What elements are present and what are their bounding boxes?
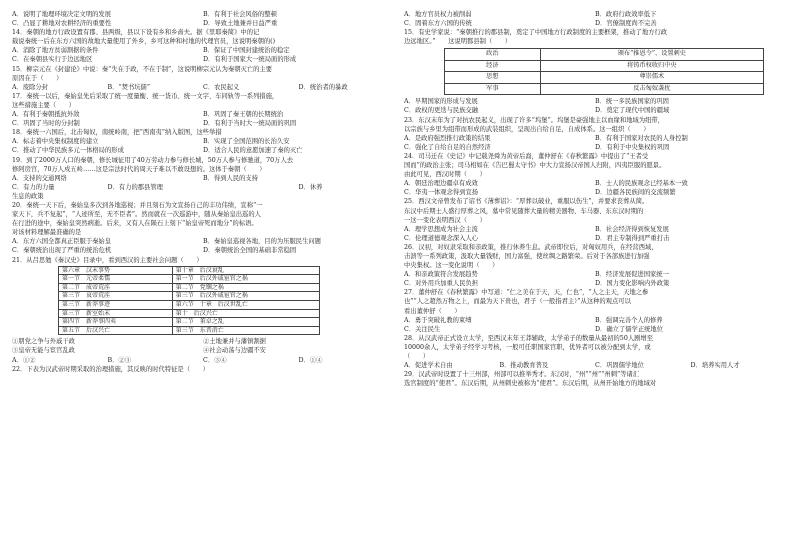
answer-option: A．和亲政策符合发展趋势 (404, 271, 478, 279)
answer-option: D．有利于当时大一统局面的巩固 (203, 120, 297, 128)
table-cell: 第三节 新室始末 (59, 309, 173, 318)
text-line: 这些措施主要（ ） (12, 101, 75, 109)
answer-options (12, 46, 394, 55)
table-row (59, 275, 320, 284)
answer-option: B．巩固了秦王朝的长期统治 (203, 111, 284, 119)
table-row (59, 318, 320, 327)
answer-options (404, 234, 786, 243)
answer-options (404, 134, 786, 143)
text-line: 27．董仲舒在《春秋繁露》中写道：“仁之美在于天，天，仁也”，“人之主天，天地之参 (404, 289, 649, 297)
text-line: 看出董仲舒（ ） (404, 307, 461, 315)
table-cell: 第三节 哀帝荒淫 (59, 292, 173, 301)
answer-options (12, 110, 394, 119)
answer-option: A．标志着中央集权制度的建立 (12, 138, 99, 146)
text-line: 22．下表为汉武帝时期采取的治理措施，其反映的时代特征是（ ） (12, 365, 209, 373)
table-cell: 第一节 后汉外戚宦官之祸 (172, 275, 319, 284)
table-header-cell: 军事 (445, 83, 541, 95)
answer-option: A．是政府强烈推行政策的结果 (404, 134, 491, 142)
table-cell: 第一节 元帝柔懦 (59, 275, 173, 284)
answer-option: C．巩固儒学地位 (595, 362, 644, 370)
table-cell: 第二节 董卓之乱 (172, 318, 319, 327)
answer-option: D．确立了儒学正统地位 (595, 325, 664, 333)
left-questions-tail (12, 337, 394, 373)
measures-table (444, 48, 764, 95)
answer-option: D．奠定了现代中国的疆域 (595, 107, 670, 115)
answer-option: D．君主专制得到严重打击 (595, 234, 670, 242)
answer-options (404, 279, 786, 288)
table-cell: 第三节 新莽事迹 (59, 301, 173, 310)
text-line: 19．到了2000万人口的秦朝，修长城征用了40万劳动力参与修长城，50万人参与修驰道，70万人去 (12, 156, 294, 164)
table-row (445, 49, 764, 61)
text-line: 也”“人之超然万物之上，而最为天下贵也，君子（一般指君主）”从这种的观点可以 (404, 298, 631, 306)
answer-options (12, 83, 394, 92)
answer-options (404, 316, 786, 325)
text-line: 击溃等一系列政策，汲取大量钱财，国力富强，使丝绸之路繁荣。后对于各部族进行加强 (404, 252, 650, 260)
answer-options (12, 10, 394, 19)
answer-options (12, 174, 394, 183)
table-cell: 第三节 后汉外戚宦官之祸 (172, 292, 319, 301)
answer-option: D．适合人民的意愿加速了秦的灭亡 (203, 147, 303, 155)
answer-option: A．朝廷治理边疆卓有成效 (404, 180, 478, 188)
answer-option: ③皇帝无能与宦官乱政 (12, 347, 75, 355)
answer-options (404, 270, 786, 279)
text-line: 28．从汉武帝正式设立太学，至西汉末年王莽辅政，太学弟子的数量从最初的50人剧增至 (404, 334, 654, 342)
answer-options (12, 337, 394, 346)
table-row (59, 266, 320, 275)
answer-option: B．保证了中国封建统治的稳定 (203, 47, 290, 55)
table-header-cell: 思想 (445, 72, 541, 84)
text-line: 15．有史学家说：“秦朝推行的郡县制，奠定了中国地方行政制度的主要框架，推动了地方行政 (404, 29, 668, 37)
table-cell: 第六节 十章 后汉世乱亡 (172, 301, 319, 310)
right-column (404, 10, 786, 388)
answer-option: B．士人的民族观念已经基本一致 (595, 180, 688, 188)
answer-option: B．政府行政效率低下 (595, 11, 657, 18)
table-row (59, 301, 320, 310)
answer-option: ②土地兼并与藩镇割据 (203, 338, 266, 346)
answer-options (12, 55, 394, 64)
table-cell: 第五节 后汉兴亡 (59, 326, 173, 335)
table-header-cell: 经济 (445, 60, 541, 72)
table-row (59, 309, 320, 318)
table-row (59, 326, 320, 335)
text-line: 对该材料理解最准确的是 (12, 229, 82, 237)
answer-option: B．秦始皇巡视各地，目的为压服民生问题 (203, 238, 321, 246)
left-questions (12, 10, 394, 265)
answer-option: A．消除了地方贫弱割据的条件 (12, 47, 99, 55)
text-line: 24．司马迁在《史记》中记载尧舜为黄帝后裔，董仲舒在《春秋繁露》中提出了“王者受 (404, 152, 649, 160)
text-line: 原因在于（ ） (12, 74, 63, 82)
table-row (445, 83, 764, 95)
answer-option: C．对外用兵加重人民负担 (404, 280, 479, 288)
left-column (12, 10, 394, 374)
answer-option: A．说明了地理环境决定文明的发展 (12, 11, 112, 18)
text-line: 17．秦统一以后，秦始皇先后采取了统一度量衡、统一货币、统一文字、车同轨等一系列措施， (12, 92, 279, 100)
right-questions (404, 10, 786, 46)
text-line: 一这一变化表明西汉（ ） (404, 216, 486, 224)
answer-option (203, 183, 299, 192)
answer-option: A．①② (12, 356, 36, 364)
answer-options (404, 97, 786, 106)
answer-options (404, 225, 786, 234)
answer-option: D．导致土地兼并日益严重 (203, 20, 278, 28)
answer-option: ①朋党之争与外戚干政 (12, 338, 75, 346)
answer-option: A．有利于秦朝抵抗外敌 (12, 111, 80, 119)
answer-option: C．关注民生 (404, 325, 441, 333)
answer-option: D．休养 (298, 183, 323, 191)
answer-option: B．“焚书坑儒” (107, 83, 151, 91)
answer-options (12, 137, 394, 146)
answer-option: A．促进学术自由 (404, 362, 453, 370)
text-line: 20．秦统一天下后，秦始皇多次到各地巡视；并且刻石为文宣扬自己的丰功伟绩，宣称“一 (12, 201, 263, 209)
text-line: 国而”的政治主张；司马相如在《告巴蜀太守书》中大力宣扬汉帝国人归附，四夷臣服的愿景。 (404, 162, 666, 170)
answer-option: C．凸显了耕地对农耕经济的重要性 (12, 20, 112, 28)
answer-option: A．废除分封 (12, 83, 49, 91)
answer-option: C．固着东方六国的传统 (404, 20, 472, 28)
answer-option: B．推动教育普及 (499, 362, 549, 370)
answer-options (404, 10, 786, 19)
answer-option: D．官僚制度尚不完善 (595, 20, 657, 28)
text-line: 10000余人，太学弟子经学习考核，一般可任职国家官职，优异者可以被分配到太学，或 (404, 343, 651, 351)
table-cell: 反击匈奴袭扰 (540, 83, 763, 95)
answer-options (404, 325, 786, 334)
answer-option: C．巩固了当时的分封制 (12, 120, 80, 128)
answer-option: B．实现了全国范围的长治久安 (203, 138, 290, 146)
answer-option: A．理学思想成为社会主流 (404, 225, 478, 233)
text-line: 家天下，兵不复起”，“人迹所至，无不臣者”。然而就在一次巡游中，随从秦始皇出巡的人 (12, 211, 261, 219)
answer-options (404, 143, 786, 152)
text-line: 18．秦统一六国后，北击匈奴，南统岭南，把“西南夷”纳入版图，这些举措 (12, 129, 222, 137)
answer-option: A．地方官员权力被削弱 (404, 11, 472, 18)
text-line: 25．西汉文帝曾发布了诏书《薄葬诏》：“厚葬以破业，重服以伤生”，并要求丧葬从简。 (404, 198, 649, 206)
table-row (445, 60, 764, 72)
table-row (59, 292, 320, 301)
answer-option: C．华夷一体观念得到宣扬 (404, 189, 479, 197)
text-line: 修阿房宫，70万人戍五岭……这是宗法时代的周天子难以不敢设想的。这体于秦朝（ ） (12, 165, 266, 173)
right-questions-2 (404, 97, 786, 388)
table-cell: 第四节 新莽事四夷 (59, 318, 173, 327)
text-line: 中央集权。这一变化说明（ ） (404, 262, 499, 270)
answer-options (12, 119, 394, 128)
table-cell: 将铸币权收归中央 (540, 60, 763, 72)
answer-option: A．支持的交通网络 (12, 174, 67, 182)
text-line: 以宗族与乡里为组带而形成的武装组织，呈现出自给自足，自成体系。这一组织（ ） (404, 125, 650, 133)
answer-option: D．边疆各民族间的交流频繁 (595, 189, 676, 197)
table-row (445, 72, 764, 84)
answer-options (12, 346, 394, 355)
answer-option: B．经济发展促进国家统一 (595, 271, 669, 279)
text-line: 选官制度的“使君”。东汉后期，从州刺史被称为“使君”。东汉后期，从州开始地方的地域对 (404, 380, 657, 388)
answer-option: C．伦理道德观念深入人心 (404, 234, 479, 242)
text-line: 在行进的途中，秦始皇突然病逝。后来，又有人在陨石上刻下“始皇帝死而地分”的标语。 (12, 220, 258, 228)
answer-option: B．社会经济得到恢复发展 (595, 225, 669, 233)
text-line: 21．从吕思勉《秦汉史》目录中，看到西汉的主要社会问题（ ） (12, 256, 203, 264)
text-line: 东汉中后期士人盛行厚葬之风，墓中常见随葬大量的精美器物、车马器、东东汉时期的 (404, 207, 644, 215)
answer-option: D．①④ (298, 356, 323, 364)
answer-option: B．有利于社会风俗的整顿 (203, 11, 277, 18)
answer-option: D．培养实用人才 (690, 362, 740, 370)
text-line: 边远地区。” 这说明郡县制（ ） (404, 38, 512, 46)
answer-option: C．政权的更迭与民族交融 (404, 107, 479, 115)
answer-option: B．②③ (107, 356, 132, 364)
answer-options (12, 246, 394, 255)
table-cell: 第十章 后汉衰乱 (172, 266, 319, 275)
table-cell: 第三节 东晋消亡 (172, 326, 319, 335)
answer-options (12, 356, 394, 365)
text-line: 由此可见，西汉时期（ ） (404, 171, 486, 179)
table-cell: 第二节 党锢之祸 (172, 283, 319, 292)
table-row (59, 283, 320, 292)
text-line: 29．汉武帝时设置了十三州部，州部可以推举秀才。东汉时，“州”“州”“州刺”等诸汇 (404, 371, 640, 379)
answer-option: B．得到人民的支持 (203, 174, 259, 182)
table-cell: 第二节 成帝荒淫 (59, 283, 173, 292)
answer-options (404, 188, 786, 197)
answer-option: A．勇于突破礼教的束缚 (404, 316, 472, 324)
answer-options (404, 106, 786, 115)
text-line: 载说秦统一后在东方六国的故地大量使用了外乡，乡可这种和村地的代理官员，这说明秦朝的() (12, 38, 276, 46)
table-cell: 第十 后汉兴亡 (172, 309, 319, 318)
answer-options (12, 183, 394, 192)
table-header-cell: 政治 (445, 49, 541, 61)
answer-option: ④社会动荡与边疆不安 (203, 347, 266, 355)
answer-option: C．推动了中华民族多元一体格局的形成 (12, 147, 124, 155)
table-cell: 第六章 汉末事势 (59, 266, 173, 275)
answer-option: D．秦朝统治全国的基础非常稳固 (203, 247, 297, 255)
answer-option: C．③④ (203, 356, 227, 364)
answer-options (12, 146, 394, 155)
answer-options (12, 237, 394, 246)
table-of-contents (58, 266, 320, 336)
answer-option: A．东方六国全都真正臣服于秦始皇 (12, 238, 112, 246)
answer-option: D．有利于国家大一统局面的形成 (203, 56, 297, 64)
table-cell: 尊崇儒术 (540, 72, 763, 84)
answer-option: D．有力的郡县管理 (107, 183, 163, 191)
answer-options (404, 361, 786, 370)
answer-option: D．统治者的暴政 (298, 83, 348, 91)
answer-option: B．统一多民族国家的巩固 (595, 98, 669, 106)
answer-options (12, 19, 394, 28)
answer-option: C．在秦朝县实行于边远地区 (12, 56, 93, 64)
text-line: 15．柳宗元在《封建论》中说：秦“失在于政，不在于制”，这说明柳宗元认为秦朝灭亡的主要 (12, 65, 273, 73)
answer-option: B．强调完善个人的修养 (595, 316, 663, 324)
answer-option: C．有力的力量 (12, 183, 55, 191)
answer-option: D．国力变化影响内外政策 (595, 280, 670, 288)
answer-option: D．有利于中央集权的巩固 (595, 143, 670, 151)
answer-option: B．有利于国家对农民的人身控制 (595, 134, 688, 142)
text-line: 14．秦朝的地方行政设置有郡、县两级，县以下设有乡和乡啬夫。据《里耶秦简》中的记 (12, 29, 260, 37)
text-line: 26．汉初，对奴隶采取和亲政策，推行休养生息。武帝即位后，对匈奴用兵，在经营西域， (404, 243, 658, 251)
text-line: 23．东汉末年为了对抗农民起义，出现了许多“坞堡”。坞堡是豪强地主以血缘和地域为纽带， (404, 116, 665, 124)
answer-option: A．早期国家的形成与发展 (404, 98, 478, 106)
answer-option: C．强化了自给自足的自然经济 (404, 143, 491, 151)
text-line: （ ） (404, 353, 430, 360)
answer-option: C．农民起义 (203, 83, 240, 91)
text-line: 生息的政策 (12, 192, 44, 200)
answer-options (404, 19, 786, 28)
table-cell: 颁布“推恩令”、设置刺史 (540, 49, 763, 61)
answer-options (404, 179, 786, 188)
answer-option: C．秦朝统治出现了严重的统治危机 (12, 247, 112, 255)
